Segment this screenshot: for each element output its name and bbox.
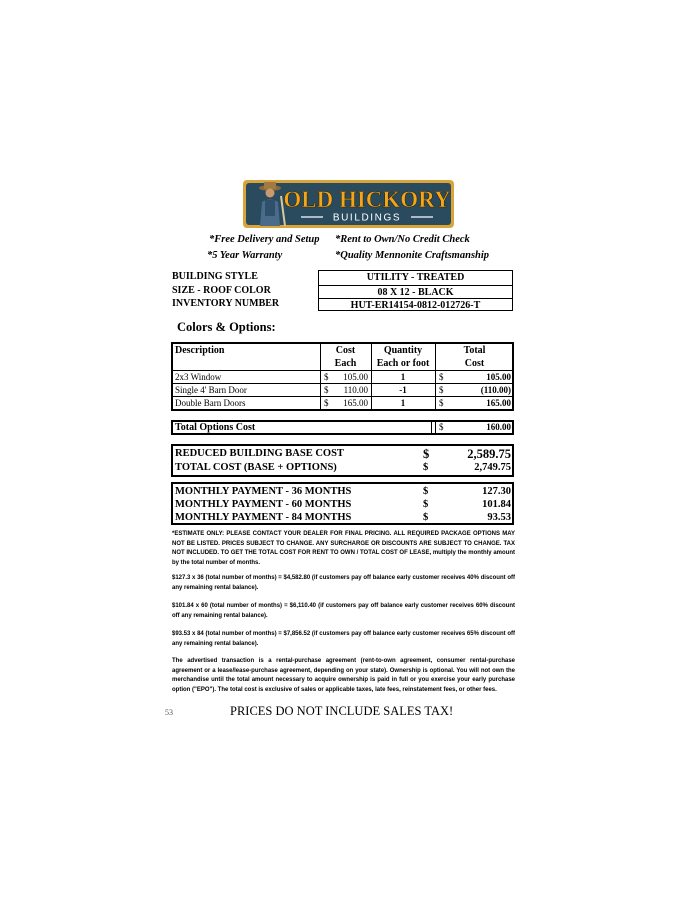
option-cost: 105.00 <box>343 372 368 382</box>
header-quantity: Quantity <box>383 345 423 356</box>
calc-60-months: $101.84 x 60 (total number of months) = $6,110.40 (if customers pay off balance early customer receives 60% discount off any remaining rental balance). <box>172 603 515 619</box>
sales-tax-notice: PRICES DO NOT INCLUDE SALES TAX! <box>230 704 454 718</box>
header-total: Total <box>463 345 486 356</box>
header-each-or-foot: Each or foot <box>376 358 430 369</box>
total-currency: $ <box>439 398 444 408</box>
reduced-base-cost-currency: $ <box>423 447 430 461</box>
table-row <box>173 384 512 397</box>
logo-graphic <box>243 180 454 228</box>
options-table <box>171 342 514 411</box>
header-total-cost: Cost <box>464 358 485 369</box>
rental-purchase-disclaimer: The advertised transaction is a rental-purchase agreement (rent-to-own agreement, consumer rental-purchase agreement or a lease/lease-purchase agreement, depending on your state). Ownership is optional. You will not own the merchandise until the total amount necessary to acquire ownership is paid in full or you exercise your early purchase option ("EPO"). The total cost is exclusive of sales or applicable taxes, late fees, reinstatement fees, or other fees. <box>172 658 515 693</box>
building-style-label: BUILDING STYLE <box>172 271 258 282</box>
option-quantity: 1 <box>400 398 406 408</box>
reduced-base-cost-value: 2,589.75 <box>467 447 511 461</box>
total-cost-value: 2,749.75 <box>474 462 511 473</box>
slogan-craftsmanship: *Quality Mennonite Craftsmanship <box>335 250 490 261</box>
total-options-row <box>171 420 514 435</box>
building-info-box <box>318 270 513 311</box>
total-cost-label: TOTAL COST (BASE + OPTIONS) <box>175 462 337 473</box>
payment-currency-36: $ <box>423 486 429 497</box>
payment-label-36: MONTHLY PAYMENT - 36 MONTHS <box>175 486 352 497</box>
estimate-disclaimer: *ESTIMATE ONLY: PLEASE CONTACT YOUR DEALER FOR FINAL PRICING. ALL REQUIRED PACKAGE OPTIONS MAY NOT BE LISTED. PRICES SUBJECT TO CHANGE. ANY SURCHARGE OR DISCOUNTS ARE SUBJECT TO CHANGE. TAX NOT INCLUDED. TO GET THE TOTAL COST FOR RENT TO OWN / TOTAL COST OF LEASE, multiply the monthly amount by the total number of months. <box>172 531 515 566</box>
inventory-number-value: HUT-ER14154-0812-012726-T <box>319 298 512 312</box>
payment-value-60: 101.84 <box>482 499 511 510</box>
total-options-label: Total Options Cost <box>175 422 256 433</box>
total-options-value: 160.00 <box>486 422 511 432</box>
total-currency: $ <box>439 385 444 395</box>
calc-36-months: $127.3 x 36 (total number of months) = $4,582.80 (if customers pay off balance early customer receives 40% discount off any remaining rental balance). <box>172 575 515 591</box>
slogan-warranty: *5 Year Warranty <box>207 250 283 261</box>
option-description: Single 4' Barn Door <box>175 385 247 395</box>
total-cost-currency: $ <box>423 462 429 473</box>
cost-summary-box <box>171 444 514 477</box>
building-style-value: UTILITY - TREATED <box>366 272 465 283</box>
slogan-free-delivery: *Free Delivery and Setup <box>209 234 320 245</box>
payment-currency-84: $ <box>423 512 429 523</box>
reduced-base-cost-label: REDUCED BUILDING BASE COST <box>175 448 344 459</box>
header-description: Description <box>175 345 225 356</box>
payment-value-84: 93.53 <box>487 512 511 523</box>
total-currency: $ <box>439 372 444 382</box>
logo-subtitle: BUILDINGS <box>332 212 402 224</box>
option-cost: 165.00 <box>343 398 368 408</box>
option-quantity: 1 <box>400 372 406 382</box>
inventory-number-label: INVENTORY NUMBER <box>172 298 280 309</box>
option-quantity: -1 <box>399 385 407 395</box>
colors-options-heading: Colors & Options: <box>177 320 276 334</box>
option-total: 105.00 <box>486 372 511 382</box>
cost-currency: $ <box>324 398 329 408</box>
page-number: 53 <box>165 708 173 717</box>
header-cost: Cost <box>335 345 356 356</box>
option-description: Double Barn Doors <box>175 398 246 408</box>
payment-value-36: 127.30 <box>482 486 511 497</box>
payment-currency-60: $ <box>423 499 429 510</box>
payment-label-84: MONTHLY PAYMENT - 84 MONTHS <box>175 512 352 523</box>
header-each: Each <box>334 358 357 369</box>
payment-label-60: MONTHLY PAYMENT - 60 MONTHS <box>175 499 352 510</box>
option-description: 2x3 Window <box>175 372 222 382</box>
option-total: (110.00) <box>480 385 511 395</box>
size-roof-color-label: SIZE - ROOF COLOR <box>172 285 271 296</box>
slogan-rent-to-own: *Rent to Own/No Credit Check <box>335 234 470 245</box>
monthly-payments-box <box>171 482 514 525</box>
size-roof-color-value: 08 X 12 - BLACK <box>319 285 512 299</box>
company-logo <box>243 180 454 228</box>
calc-84-months: $93.53 x 84 (total number of months) = $7,856.52 (if customers pay off balance early customer receives 65% discount off any remaining rental balance). <box>172 631 515 647</box>
cost-currency: $ <box>324 372 329 382</box>
option-total: 165.00 <box>486 398 511 408</box>
table-row <box>173 371 512 384</box>
total-options-currency: $ <box>439 422 444 432</box>
option-cost: 110.00 <box>343 385 368 395</box>
options-header-row <box>173 344 512 371</box>
cost-currency: $ <box>324 385 329 395</box>
table-row <box>173 397 512 409</box>
logo-title: OLD HICKORY <box>283 187 451 212</box>
